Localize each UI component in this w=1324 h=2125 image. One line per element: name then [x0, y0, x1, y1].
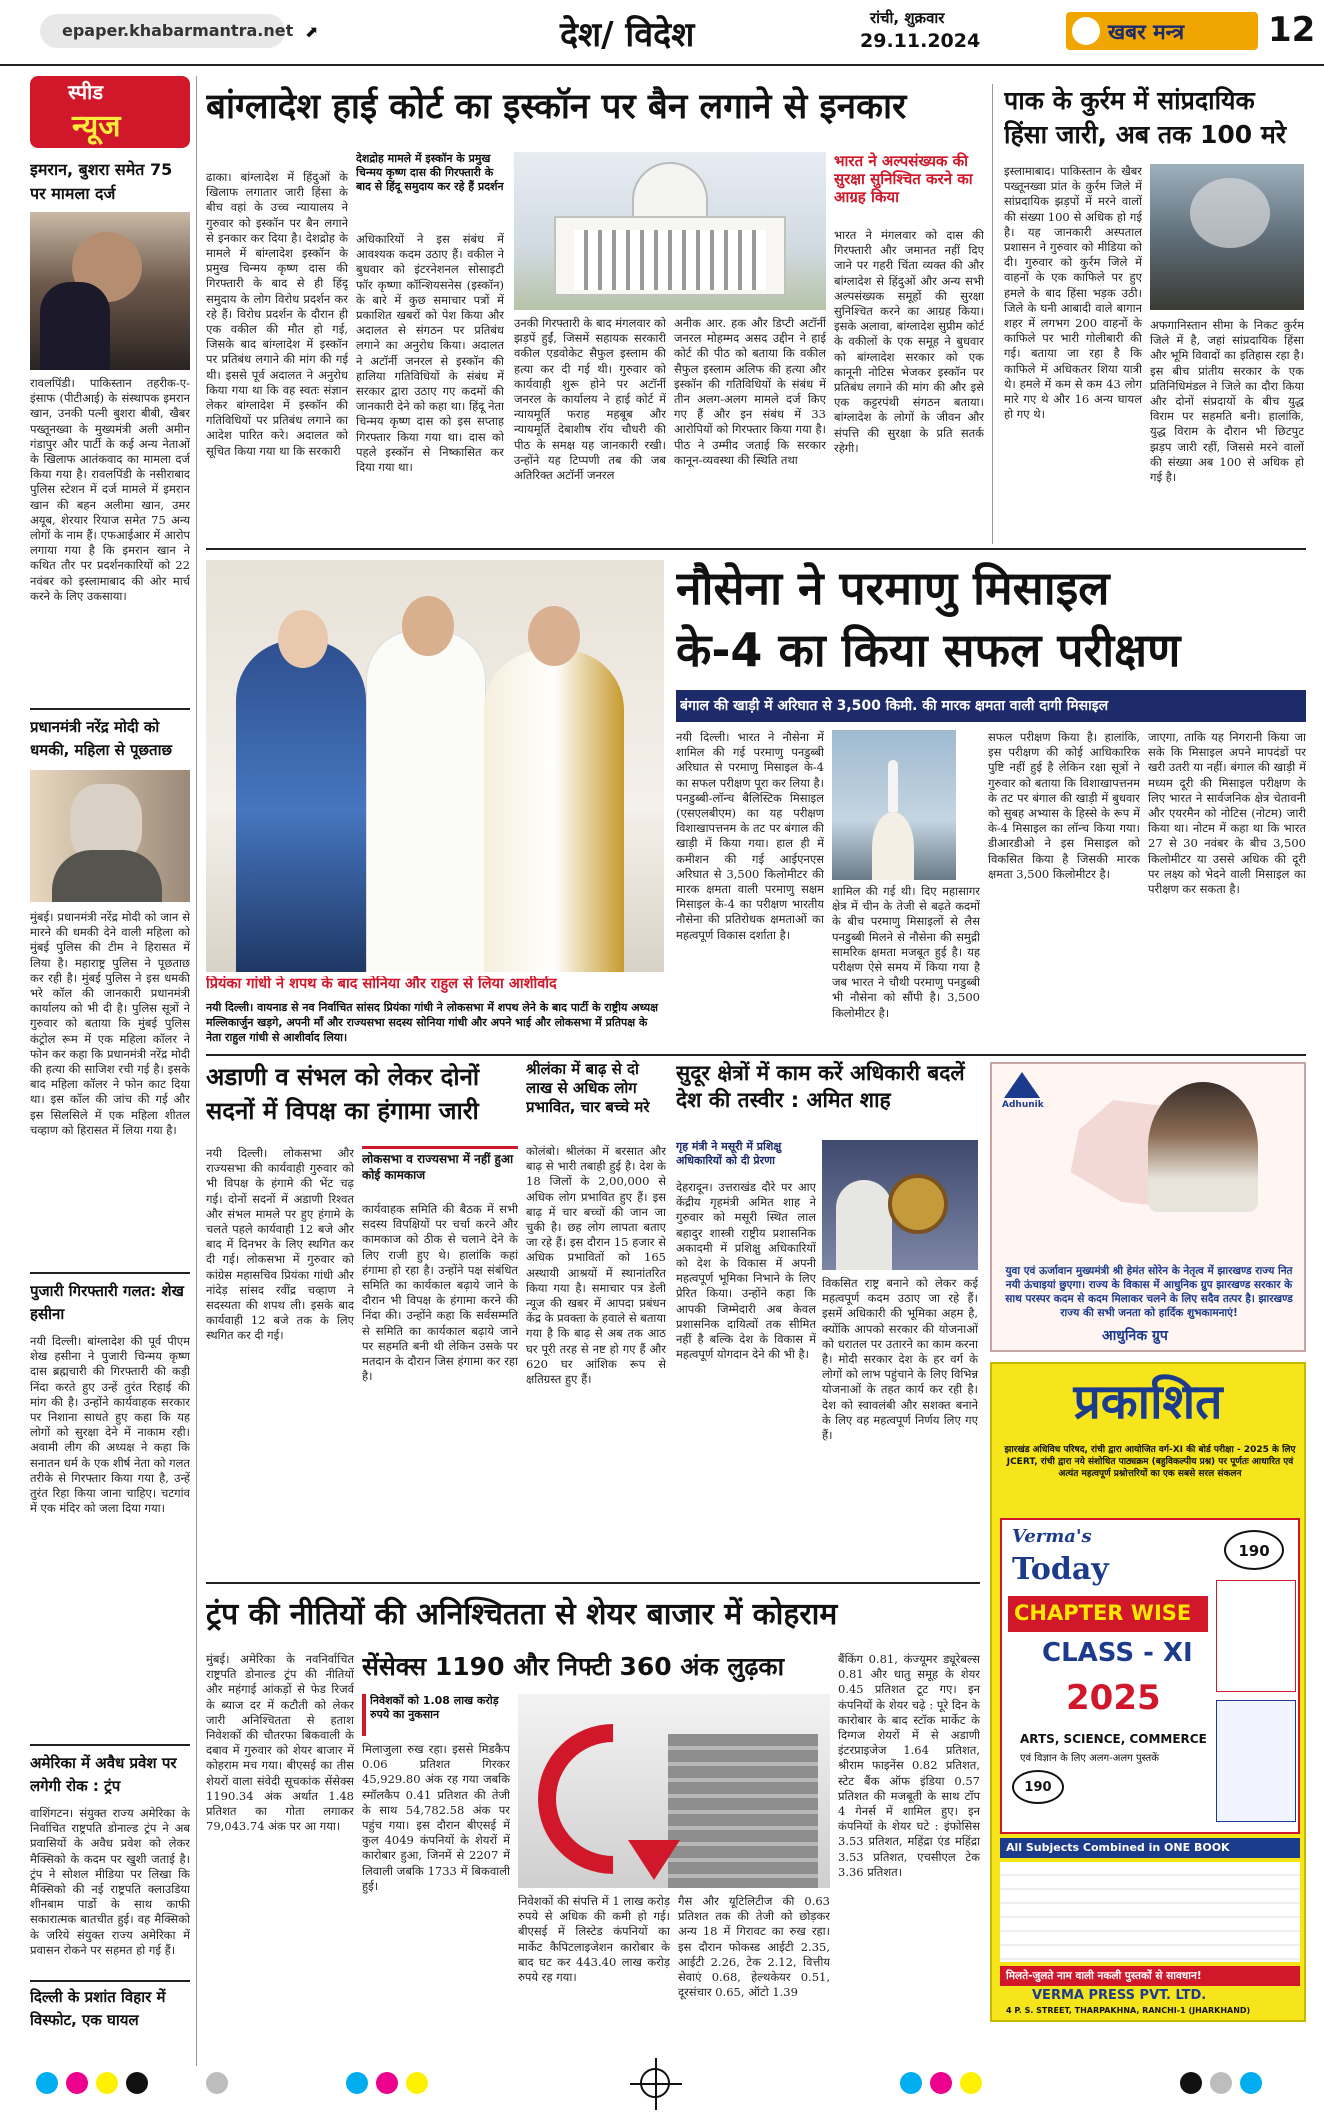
header-date: 29.11.2024 — [860, 30, 981, 52]
book-stream-sub: एवं विज्ञान के लिए अलग-अलग पुस्तकें — [1020, 1753, 1159, 1764]
bangladesh-col3: उनकी गिरफ्तारी के बाद मंगलवार को झड़पें हुईं, जिसमें सहायक सरकारी वकील एडवोकेट सैफुल इस्लाम की हत्या कर दी गई थी। गुरुवार को कार्यवाही शुरू होने पर अटॉर्नी जनरल के कार्यालय ने हाई कोर्ट में न्यायमूर्ति फराह महबूब और न्यायमूर्ति देबाशीष रॉय चौधरी की पीठ के समक्ष यह जानकारी रखी। उन्होंने यह टिप्पणी तब की जब अतिरिक्त अटॉर्नी जनरल — [514, 316, 666, 483]
speed-item-3-title: अमेरिका में अवैध प्रवेश पर लगेगी रोक : ट्रंप — [30, 1754, 177, 1795]
side-book-2 — [1216, 1700, 1296, 1822]
brand-logo-box — [1066, 12, 1258, 50]
navy-col4: जाएगा, ताकि यह निगरानी किया जा सके कि मिसाइल अपने मापदंडों पर खरी उतरी या नहीं। बंगाल की खाड़ी में मध्यम दूरी की मिसाइल परीक्षण के लिए भारत ने सार्वजनिक क्षेत्र चेतावनी और एयरमैन को नोटिस (नोटम) जारी किया था। नोटम में कहा था कि भारत 27 से 30 नवंबर के बीच 3,500 किलोमीटर या उससे अधिक की दूरी पर लक्ष्य को भेदने वाली मिसाइल का परीक्षण कर सकता है। — [1148, 730, 1306, 897]
navy-headline-1: नौसेना ने परमाणु मिसाइल — [676, 561, 1110, 615]
priyanka-face — [528, 606, 580, 666]
speed-news-badge-top: स्पीड — [68, 80, 104, 104]
navy-headline-2: के-4 का किया सफल परीक्षण — [676, 623, 1181, 677]
bangladesh-col1: ढाका। बांग्लादेश में हिंदुओं के खिलाफ लगातार जारी हिंसा के बीच वहां के उच्च न्यायालय ने गुरुवार को इस्कॉन पर बैन लगाने से इनकार कर दिया है। देशद्रोह के मामले में बांग्लादेश इस्कॉन के प्रमुख चिन्मय कृष्ण दास की गिरफ्तारी के बाद से ही हिंदू समुदाय के लोग विरोध प्रदर्शन कर रहे हैं। विरोध प्रदर्शन के दौरान ही एक वकील की मौत हो गई, जिसके बाद बांग्लादेश में इस्कॉन पर प्रतिबंध लगाने की मांग की गई थी। इससे पूर्व अदालत ने अनुरोध किया गया था कि वह स्वतः संज्ञान लेकर बांग्लादेश में इस्कॉन की गतिविधियों पर प्रतिबंध लगाने का आदेश पारित करे। अदालत को सूचित किया गया था कि सरकारी — [206, 170, 348, 458]
subject-list — [1000, 1862, 1300, 1962]
bangladesh-quote-box: देशद्रोह मामले में इस्कॉन के प्रमुख चिन्मय कृष्ण दास की गिरफ्तारी के बाद से हिंदू समुदाय कर रहे हैं प्रदर्शन — [356, 152, 504, 193]
reg-dot-magenta-2 — [376, 2072, 398, 2094]
reg-dot-black — [126, 2072, 148, 2094]
navy-col1: नयी दिल्ली। भारत ने नौसेना में शामिल की गई परमाणु पनडुब्बी अरिघात से परमाणु मिसाइल के-4 का सफल परीक्षण पूरा कर लिया है। पनडुब्बी-लॉन्च बैलिस्टिक मिसाइल (एसएलबीएम) का यह परीक्षण विशाखापत्तनम के तट पर बंगाल की खाड़ी में किया गया। हाल ही में कमीशन की गई आईएनएस अरिघात से 3,500 किलोमीटर की मारक क्षमता वाली परमाणु सक्षम मिसाइल के-4 का परीक्षण भारतीय नौसेना की प्रतिरोधक क्षमताओं का महत्वपूर्ण विकास दर्शाता है। — [676, 730, 824, 942]
adhunik-ad-text: युवा एवं ऊर्जावान मुख्यमंत्री श्री हेमंत सोरेन के नेतृत्व में झारखण्ड राज्य नित नयी ऊंचाइयां छुएगा। राज्य के विकास में आधुनिक ग्रुप झारखण्ड सरकार के साथ परस्पर कदम से कदम मिलाकर चलने के लिए सदैव तत्पर है। झारखण्ड राज्य की सभी जनता को हार्दिक शुभकामनाएं! — [1005, 1265, 1293, 1319]
smoke-plume — [1190, 178, 1270, 248]
amit-figure — [836, 1180, 892, 1270]
trump-col2: मिलाजुला रुख रहा। इससे मिडकैप 0.06 प्रतिशत गिरकर 45,929.80 अंक रह गया जबकि स्मॉलकैप 0.41 प्रतिशत की तेजी के साथ 54,782.58 अंक पर पहुंच गया। इस दौरान बीएसई में कुल 4049 कंपनियों के शेयरों में कारोबार हुआ, जिनमें से 2207 में लिवाली जबकि 1733 में बिकवाली हुई। — [362, 1742, 510, 1893]
speed-item-1-text: मुंबई। प्रधानमंत्री नरेंद्र मोदी को जान से मारने की धमकी देने वाली महिला को मुंबई पुलिस की टीम ने हिरासत में लिया है। महाराष्ट्र पुलिस ने पूछताछ कर रही है। मुंबई पुलिस ने इस धमकी भरे कॉल की जानकारी प्रधानमंत्री कार्यालय को भी दी है। पुलिस सूत्रों ने गुरुवार को बताया कि मुंबई पुलिस कंट्रोल रूम में एक महिला कॉलर ने फोन कर कहा कि प्रधानमंत्री नरेंद्र मोदी की हत्या की साजिश रची गई है। इसके बाद महिला कॉलर ने फोन काट दिया था। इस कॉल की जांच की गई और इस सिलसिले में एक महिला शीतल चव्हाण को हिरासत में लिया गया है। — [30, 910, 190, 1137]
priyanka-figure — [484, 650, 624, 972]
speed-item-0-text: रावलपिंडी। पाकिस्तान तहरीक-ए-इंसाफ (पीटीआई) के संस्थापक इमरान खान, उनकी पत्नी बुशरा बीबी, खैबर पख्तूनख्वा के मुख्यमंत्री अली अमीन गंडापुर और पार्टी के कई अन्य नेताओं के खिलाफ आतंकवाद का मामला दर्ज किया गया है। रावलपिंडी के नसीराबाद पुलिस स्टेशन में दर्ज मामले में इमरान खान की बहन अलीमा खान, उमर अयूब, शेरयार रियाज समेत 75 अन्य लोगों के नाम हैं। एफआईआर में आरोप लगाया गया है कि इमरान खान ने कथित तौर पर प्रदर्शनकारियों को 22 नवंबर को इस्लामाबाद की ओर मार्च करने के लिए उकसाया। — [30, 376, 190, 603]
adani-box: लोकसभा व राज्यसभा में नहीं हुआ कोई कामकाज — [362, 1146, 518, 1196]
book-chapter: CHAPTER WISE — [1014, 1601, 1192, 1625]
speed-item-1-photo — [30, 770, 190, 902]
crash-building — [668, 1734, 818, 1888]
speed-item-4-title: दिल्ली के प्रशांत विहार में विस्फोट, एक घायल — [30, 1988, 166, 2029]
book-brand: Verma's — [1012, 1526, 1092, 1547]
adani-headline: अडाणी व संभल को लेकर दोनों सदनों में विपक्ष का हंगामा जारी — [206, 1063, 480, 1125]
bangladesh-court-photo — [514, 152, 826, 310]
reg-dot-yellow-2 — [406, 2072, 428, 2094]
adhunik-logo-icon — [1004, 1072, 1040, 1098]
missile-photo — [832, 730, 956, 880]
priyanka-photo — [206, 560, 664, 972]
reg-dot-grey — [206, 2072, 228, 2094]
reg-dot-cyan-4 — [1240, 2072, 1262, 2094]
book-today: Today — [1012, 1552, 1109, 1587]
speed-item-2-title: पुजारी गिरफ्तारी गलत: शेख हसीना — [30, 1282, 184, 1323]
modi-body — [52, 850, 162, 902]
navy-subhead: बंगाल की खाड़ी में अरिघात से 3,500 किमी. की मारक क्षमता वाली दागी मिसाइल — [680, 698, 1109, 714]
pakistan-col2: अफगानिस्तान सीमा के निकट कुर्रम जिले में है, जहां सांप्रदायिक हिंसा और भूमि विवादों का इतिहास रहा है। इस बीच प्रांतीय सरकार के एक प्रतिनिधिमंडल ने जिले का दौरा किया और दोनों संप्रदायों के बीच युद्ध विराम पर सहमति बनी। हालांकि, युद्ध विराम के दौरान भी छिटपुट झड़प जारी रहीं, जिससे मरने वालों की संख्या अब 100 से अधिक हो गई है। — [1150, 318, 1304, 485]
court-columns — [574, 230, 766, 290]
speed-news-badge — [30, 76, 190, 148]
trump-headline: ट्रंप की नीतियों की अनिश्चितता से शेयर बाजार में कोहराम — [206, 1597, 838, 1632]
publisher-address: 4 P. S. STREET, THARPAKHNA, RANCHI-1 (JHARKHAND) — [1006, 2006, 1251, 2015]
amit-col1: देहरादून। उत्तराखंड दौरे पर आए केंद्रीय गृहमंत्री अमित शाह ने गुरुवार को मसूरी स्थित लाल बहादुर शास्त्री राष्ट्रीय प्रशासनिक अकादमी में प्रशिक्षु अधिकारियों को देश के विकास में अपनी महत्वपूर्ण भूमिका निभाने के लिए प्रेरित किया। उन्होंने कहा कि आपकी जिम्मेदारी अब केवल प्रशासनिक दायित्वों तक सीमित नहीं है बल्कि देश के विकास में महत्वपूर्ण योगदान देने की भी है। — [676, 1180, 816, 1362]
minority-text: भारत ने मंगलवार को दास की गिरफ्तारी और जमानत नहीं दिए जाने पर गहरी चिंता व्यक्त की और बांग्लादेश से हिंदुओं और अन्य सभी अल्पसंख्यक समूहों की सुरक्षा सुनिश्चित करने का आग्रह किया। इसके अलावा, बांग्लादेश सुप्रीम कोर्ट के वकीलों के एक समूह ने बुधवार को बांग्लादेश सरकार को एक कानूनी नोटिस भेजकर इस्कॉन पर प्रतिबंध लगाने की मांग की और इसे एक कट्टरपंथी संगठन बताया। बांग्लादेश के लोगों के जीवन और संपत्ति की सुरक्षा के प्रति सतर्क रहेगी। — [834, 228, 984, 455]
speed-item-3-text: वाशिंगटन। संयुक्त राज्य अमेरिका के निर्वाचित राष्ट्रपति डोनाल्ड ट्रंप ने अब प्रवासियों के अवैध प्रवेश को लेकर मैक्सिको के कदम पर खुशी जताई है। ट्रंप ने सोशल मीडिया पर लिखा कि मैक्सिको की नई राष्ट्रपति क्लाउडिया शीनबाम पार्डो के साथ काफी सकारात्मक बातचीत हुई। वह मैक्सिको के जरिये संयुक्त राज्य अमेरिका में प्रवासन रोकने पर सहमत हो गई हैं। — [30, 1806, 190, 1957]
bangladesh-col4: अनीक आर. हक और डिप्टी अटॉर्नी जनरल मोहम्मद असद उद्दीन ने हाई कोर्ट की पीठ को बताया कि वकील सैफुल इस्लाम अलिफ की हत्या और इस्कॉन की गतिविधियों के संबंध में तीन अलग-अलग मामले दर्ज किए गए हैं और इन संबंध में 33 आरोपियों को गिरफ्तार किया गया है। पीठ ने उम्मीद जताई कि सरकार कानून-व्यवस्था की स्थिति तथा — [674, 316, 826, 467]
missile-body — [888, 760, 898, 812]
speed-item-0-title: इमरान, बुशरा समेत 75 पर मामला दर्ज — [30, 160, 173, 203]
prakashit-intro: झारखंड अधिविध परिषद, रांची द्वारा आयोजित वर्ग-XI की बोर्ड परीक्षा - 2025 के लिए JCERT, रांची द्वारा नये संशोधित पाठ्यक्रम (बहुविकल्पीय प्रश्न) पर पूर्णतः आधारित एवं अत्यंत महत्वपूर्ण प्रश्नोत्तरियों का एक सबसे सरल संकलन — [1004, 1445, 1296, 1479]
priyanka-caption-title: प्रियंका गांधी ने शपथ के बाद सोनिया और राहुल से लिया आशीर्वाद — [206, 976, 557, 992]
reg-dot-cyan — [36, 2072, 58, 2094]
cursor-icon: ⬈ — [305, 22, 319, 41]
navy-col2: शामिल की गई थी। दिए महासागर क्षेत्र में चीन के तेजी से बढ़ते कदमों के बीच परमाणु मिसाइलों से लैस पनडुब्बी मिलने से नौसेना की समुद्री सामरिक क्षमता मजबूत हुई है। यह परीक्षण ऐसे समय में किया गया है जब भारत ने चौथी परमाणु पनडुब्बी भी नौसेना को सौंपी है। 3,500 किलोमीटर है। — [832, 884, 980, 1020]
trump-col4: गैस और यूटिलिटीज की 0.63 प्रतिशत तक की तेजी को छोड़कर अन्य 18 में गिरावट का रुख रहा। इस दौरान फोकस्ड आईटी 2.35, आईटी 2.26, टेक 2.12, वित्तीय सेवाएं 0.68, हेल्थकेयर 0.51, दूरसंचार 0.65, ऑटो 1.39 — [678, 1894, 830, 2000]
warning-text: मिलते-जुलते नाम वाली नकली पुस्तकों से सावधान! — [1006, 1970, 1202, 1982]
amit-photo — [822, 1140, 978, 1270]
reg-dot-magenta — [66, 2072, 88, 2094]
reg-dot-black-2 — [1180, 2072, 1202, 2094]
cm-portrait — [1148, 1082, 1258, 1212]
sonia-figure — [236, 640, 366, 972]
sonia-face — [278, 610, 328, 668]
adani-col2: कार्यवाहक समिति की बैठक में सभी सदस्य विपक्षियों पर चर्चा करने और कामकाज को ठीक से चलाने देने के लिए राजी हुए थे। हालांकि कहां हंगामा हो रहा है। उन्होंने पक्ष संबंधित समिति का कार्यकाल बढ़ाये जाने के दौरान भी विपक्ष के हंगामा करने की निंदा की। उन्होंने कहा कि सर्वसम्मति से समिति का कार्यकाल बढ़ाये जाने पर सहमति बनी थी लेकिन उसके पर मतदान के दौरान जिस हंगामा कर रहा है। — [362, 1202, 518, 1384]
page-number: 12 — [1268, 10, 1316, 50]
header-section: देश/ विदेश — [560, 15, 695, 55]
adhunik-ad[interactable] — [990, 1062, 1306, 1352]
price-badge-1: 190 — [1224, 1530, 1284, 1570]
target-cross-v — [655, 2058, 657, 2110]
speed-news-column — [30, 76, 190, 2046]
market-crash-photo — [518, 1694, 830, 1888]
speed-item-1-title: प्रधानमंत्री नरेंद्र मोदी को धमकी, महिला से पूछताछ — [30, 718, 172, 759]
page-header — [0, 0, 1324, 66]
bangladesh-col2: अधिकारियों ने इस संबंध में आवश्यक कदम उठाए हैं। वकील ने बुधवार को इंटरनेशनल सोसाइटी फॉर कृष्णा कॉन्शियसनेस (इस्कॉन) के बारे में कुछ समाचार पत्रों में प्रकाशित खबरों को पेश किया और अदालत से संगठन पर प्रतिबंध लगाने का अनुरोध किया। अदालत ने अटॉर्नी जनरल से इस्कॉन की हालिया गतिविधियों के संबंध में सरकार द्वारा उठाए गए कदमों की जानकारी देने को कहा था। हिंदू नेता चिन्मय कृष्ण दास को इस सप्ताह गिरफ्तार किया गया था। दास को पहले इस्कॉन से निष्कासित कर दिया गया था। — [356, 232, 504, 475]
loss-box: निवेशकों को 1.08 लाख करोड़ रुपये का नुकसान — [362, 1694, 510, 1736]
srilanka-story — [526, 1060, 666, 1572]
reg-dot-cyan-3 — [900, 2072, 922, 2094]
adhunik-footer: आधुनिक ग्रुप — [1102, 1328, 1168, 1344]
crash-arrowhead — [628, 1840, 680, 1880]
header-place: रांची, शुक्रवार — [870, 9, 945, 27]
navy-col3: सफल परीक्षण किया है। हालांकि, इस परीक्षण की कोई आधिकारिक पुष्टि नहीं हुई है लेकिन रक्षा सूत्रों ने गुरुवार को बताया कि विशाखापत्तनम के तट पर बंगाल की खाड़ी में बुधवार को सुबह अभ्यास के हिस्से के रूप में के-4 मिसाइल का लॉन्च किया गया। डीआरडीओ ने इस मिसाइल को विकसित किया है जिसकी मारक क्षमता 3,500 किलोमीटर है। — [988, 730, 1140, 881]
pakistan-headline: पाक के कुर्रम में सांप्रदायिक हिंसा जारी, अब तक 100 मरे — [1004, 86, 1287, 149]
speed-news-badge-bottom: न्यूज — [72, 109, 121, 144]
amit-sub: गृह मंत्री ने मसूरी में प्रशिक्षु अधिकारियों को दी प्रेरणा — [676, 1140, 782, 1167]
court-dome — [632, 162, 708, 222]
reg-dot-yellow — [96, 2072, 118, 2094]
prakashit-title: प्रकाशित — [1073, 1374, 1223, 1430]
reg-dot-yellow-3 — [960, 2072, 982, 2094]
header-url[interactable]: epaper.khabarmantra.net — [62, 21, 294, 40]
pakistan-photo — [1150, 164, 1304, 310]
side-book-1 — [1216, 1580, 1296, 1692]
brand-name: खबर मन्त्र — [1108, 20, 1185, 44]
reg-dot-cyan-2 — [346, 2072, 368, 2094]
bangladesh-headline: बांग्लादेश हाई कोर्ट का इस्कॉन पर बैन लगाने से इनकार — [206, 87, 907, 127]
publisher-name: VERMA PRESS PVT. LTD. — [1032, 1988, 1207, 2003]
adhunik-logo-text: Adhunik — [1002, 1100, 1044, 1110]
brand-logo-icon — [1072, 17, 1100, 45]
reg-dot-magenta-3 — [930, 2072, 952, 2094]
reg-dot-grey-2 — [1210, 2072, 1232, 2094]
bushra-figure — [40, 282, 110, 370]
srilanka-text: कोलंबो। श्रीलंका में बरसात और बाढ़ से भारी तबाही हुई है। देश के 18 जिलों के 2,00,000 से अधिक लोग प्रभावित हुए हैं। इस बाढ़ में चार बच्चों की जान जा चुकी है। छह लोग लापता बताए जा रहे हैं। इस दौरान 15 हजार से अधिक प्रभावितों को 165 अस्थायी आश्रयों में स्थानांतरित किया गया है। समाचार पत्र डेली न्यूज की खबर में आपदा प्रबंधन केंद्र के प्रवक्ता के हवाले से बताया गया है कि बाढ़ से अब तक आठ घर पूरी तरह से नष्ट हो गए हैं और 620 घर आंशिक रूप से क्षतिग्रस्त हुए हैं। — [526, 1144, 666, 1387]
prakashit-ad[interactable] — [990, 1362, 1306, 2022]
pakistan-col1: इस्लामाबाद। पाकिस्तान के खैबर पख्तूनख्वा प्रांत के कुर्रम जिले में सांप्रदायिक झड़पों में मरने वालों की संख्या 100 से अधिक हो गई है। यह जानकारी अस्पताल प्रशासन ने गुरुवार को मीडिया को दी। गुरुवार को कुर्रम जिले में वाहनों के एक काफिले पर हुए हमले के बाद हिंसा भड़क उठी। जिले के घनी आबादी वाले बागान शहर में लगभग 200 वाहनों के काफिले पर भारी गोलीबारी की गई। बताया जा रहा है कि काफिले में अधिकतर शिया यात्री थे। हमले में कम से कम 43 लोग मारे गए थे और 16 अन्य घायल हो गए थे। — [1004, 164, 1142, 422]
sensex-subheadline: सेंसेक्स 1190 और निफ्टी 360 अंक लुढ़का — [362, 1652, 785, 1681]
speed-item-2-text: नयी दिल्ली। बांग्लादेश की पूर्व पीएम शेख हसीना ने पुजारी चिन्मय कृष्ण दास ब्रह्मचारी की गिरफ्तारी की कड़ी निंदा करते हुए उन्हें तुरंत रिहाई की मांग की है। उन्होंने कार्यवाहक सरकार पर निशाना साधते हुए कहा कि यह लोगों को सुरक्षा देने में नाकाम रही। अवामी लीग की अध्यक्ष ने कहा कि सनातन धर्म के एक शीर्ष नेता को गलत तरीके से गिरफ्तार किया गया है, उन्हें तुरंत रिहा किया जाना चाहिए। चटगांव में एक मंदिर को जला दिया गया। — [30, 1334, 190, 1516]
book-streams: ARTS, SCIENCE, COMMERCE — [1020, 1732, 1207, 1746]
trump-col1: मुंबई। अमेरिका के नवनिर्वाचित राष्ट्रपति डोनाल्ड ट्रंप की नीतियों और महंगाई आंकड़ों से फेड रिजर्व के ब्याज दर में कटौती को लेकर जारी अनिश्चितता से हताश निवेशकों की चौतरफा बिकवाली के दबाव में गुरुवार को शेयर बाजार में कोहराम मच गया। बीएसई का तीस शेयरों वाला संवेदी सूचकांक सेंसेक्स 1190.34 अंक अर्थात 1.48 प्रतिशत का गोता लगाकर 79,043.74 अंक पर आ गया। — [206, 1652, 354, 1834]
srilanka-headline: श्रीलंका में बाढ़ से दो लाख से अधिक लोग प्रभावित, चार बच्चे मरे — [526, 1060, 650, 1116]
rahul-face — [402, 596, 454, 656]
combined-text: All Subjects Combined in ONE BOOK — [1006, 1841, 1230, 1854]
registration-strip — [0, 2050, 1324, 2125]
amit-col2: विकसित राष्ट्र बनाने को लेकर कई महत्वपूर्ण कदम उठाए जा रहे हैं। इसमें अधिकारी की भूमिका अहम है, क्योंकि आपको सरकार की योजनाओं को धरातल पर उतारने का काम करना है। मोदी सरकार देश के हर वर्ग के लोगों को लाभ पहुंचाने के लिए विभिन्न योजनाओं के तहत कार्य कर रही है। देश को स्वावलंबी और सशक्त बनाने के लिए वह महत्वपूर्ण निर्णय लिए गए हैं। — [822, 1276, 978, 1443]
minority-story — [834, 152, 984, 542]
memento-plate — [888, 1174, 948, 1234]
speed-item-0-photo — [30, 212, 190, 370]
amit-headline: सुदूर क्षेत्रों में काम करें अधिकारी बदलें देश की तस्वीर : अमित शाह — [676, 1061, 965, 1112]
book-class: CLASS - XI — [1042, 1638, 1193, 1668]
priyanka-caption-text: नयी दिल्ली। वायनाड से नव निर्वाचित सांसद प्रियंका गांधी ने लोकसभा में शपथ लेने के बाद पार्टी के राष्ट्रीय अध्यक्ष मल्लिकार्जुन खड़गे, अपनी माँ और राज्यसभा सदस्य सोनिया गांधी और अपने भाई और लोकसभा में प्रतिपक्ष के नेता राहुल गांधी से आशीर्वाद लिया। — [206, 1001, 659, 1044]
book-year: 2025 — [1066, 1678, 1161, 1718]
adani-col1: नयी दिल्ली। लोकसभा और राज्यसभा की कार्यवाही गुरुवार को भी विपक्ष के हंगामे की भेंट चढ़ गई। दोनों सदनों में अडाणी रिश्वत और संभल मामले पर हुए हंगामे के चलते पहले कार्यवाही 12 बजे और बाद में दिनभर के लिए स्थगित कर दी गई। लोकसभा में गुरुवार को कांग्रेस महासचिव प्रियंका गांधी और नांदेड़ सांसद रवींद्र चव्हाण ने सदस्यता की शपथ ली। इसके बाद कार्यवाही 12 बजे तक के लिए स्थगित कर दी गई। — [206, 1146, 354, 1343]
trump-col3: निवेशकों की संपत्ति में 1 लाख करोड़ रुपये से अधिक की कमी हो गई। बीएसई में लिस्टेड कंपनियों का मार्केट कैपिटलाइजेशन कारोबार के बाद घट कर 443.40 लाख करोड़ रुपये रह गया। — [518, 1894, 670, 1985]
rahul-figure — [366, 630, 486, 972]
trump-col5: बैंकिंग 0.81, कंज्यूमर ड्यूरेबल्स 0.81 और धातु समूह के शेयर 0.45 प्रतिशत टूट गए। इन कंपनियों के शेयर चढ़े : पूरे दिन के कारोबार के बाद स्टॉक मार्केट के दिग्गज शेयरों में से अडाणी इंटरप्राइजेज 1.64 प्रतिशत, श्रीराम फाइनेंस 0.82 प्रतिशत, स्टेट बैंक ऑफ इंडिया 0.57 प्रतिशत की मजबूती के साथ टॉप 4 गेनर्स में शामिल हुए। इन कंपनियों के शेयर घटे : इंफोसिस 3.53 प्रतिशत, महिंद्रा एंड महिंद्रा 3.53 प्रतिशत, एचसीएल टेक 3.36 प्रतिशत। — [838, 1652, 980, 1879]
missile-plume — [872, 812, 914, 880]
minority-headline: भारत ने अल्पसंख्यक की सुरक्षा सुनिश्चित करने का आग्रह किया — [834, 152, 973, 206]
book-cover — [1000, 1518, 1300, 1834]
price-badge-2: 190 — [1012, 1770, 1064, 1804]
